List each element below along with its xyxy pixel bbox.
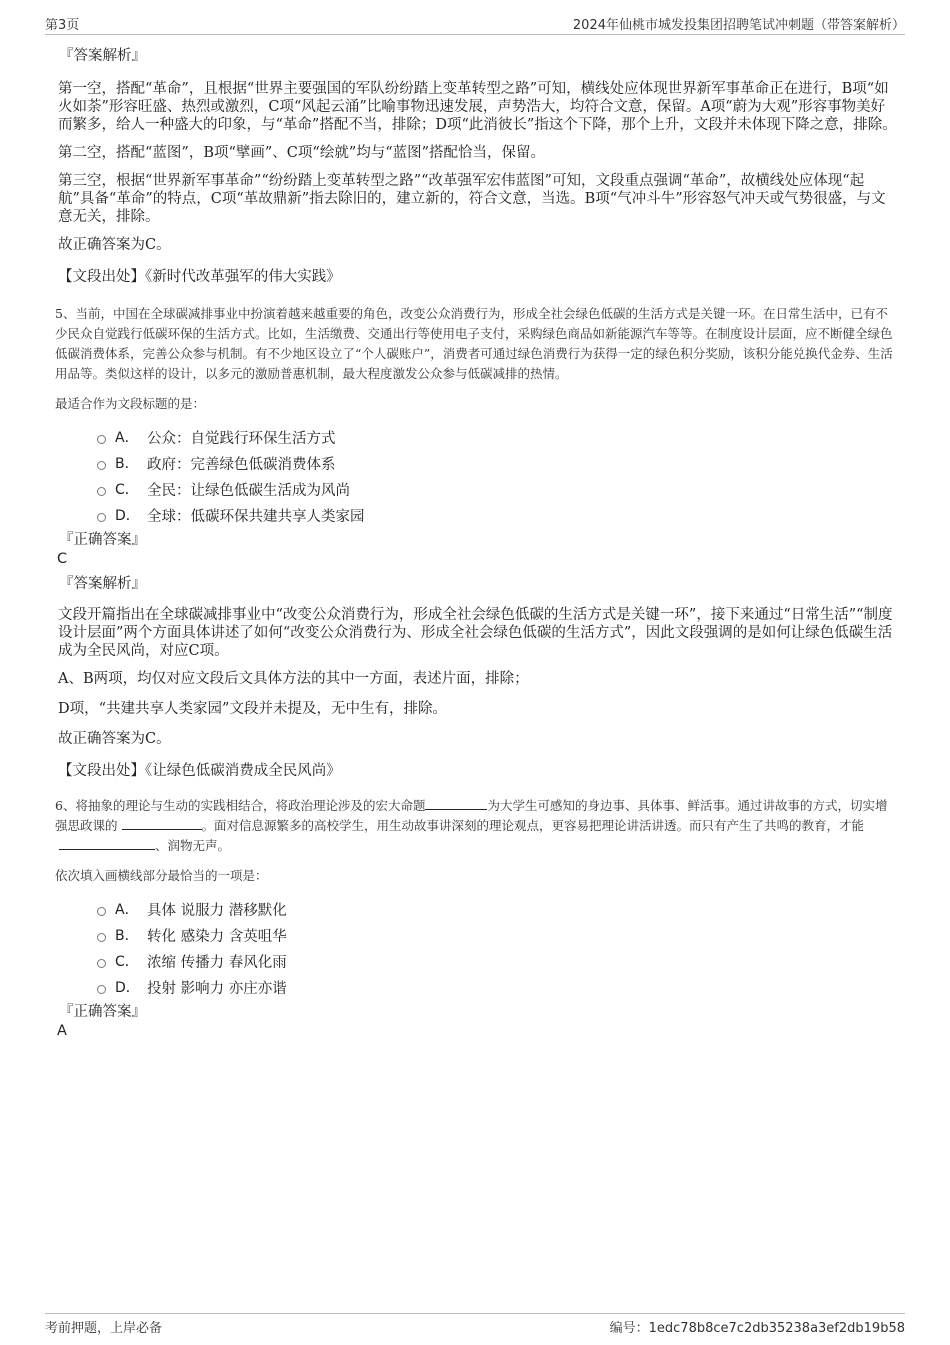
option-c[interactable]: C． 全民：让绿色低碳生活成为风尚 <box>97 476 897 502</box>
page-content <box>57 46 897 1040</box>
option-d[interactable]: D． 全球：低碳环保共建共享人类家园 <box>97 502 897 528</box>
radio-icon[interactable] <box>97 985 106 994</box>
option-b[interactable]: B． 政府：完善绿色低碳消费体系 <box>97 450 897 476</box>
footer-slogan: 考前押题，上岸必备 <box>45 1321 163 1336</box>
radio-icon[interactable] <box>97 959 106 968</box>
passage-source: 【文段出处】《新时代改革强军的伟大实践》 <box>58 269 341 285</box>
option-a[interactable]: A． 具体 说服力 潜移默化 <box>97 896 897 922</box>
question-stem: 5、当前，中国在全球碳减排事业中扮演着越来越重要的角色，改变公众消费行为，形成全社会绿色低碳的生活方式是关键一环。在日常生活中，已有不少民众自觉践行低碳环保的生活方式。比如，生活缴费、交通出行等使用电子支付，采购绿色商品如新能源汽车等等。在制度设计层面，应不断健全绿色低碳消费体系，完善公众参与机制。有不少地区设立了“个人碳账户”，消费者可通过绿色消费行为获得一定的绿色积分奖励，该积分能兑换代金券、生活用品等。类似这样的设计，以多元的激励普惠机制，最大程度激发公众参与低碳减排的热情。 <box>55 306 893 381</box>
fill-blank-3 <box>59 837 155 850</box>
radio-icon[interactable] <box>97 487 106 496</box>
analysis-conclusion: 故正确答案为C。 <box>58 731 171 747</box>
correct-answer: A <box>57 1023 67 1039</box>
radio-icon[interactable] <box>97 933 106 942</box>
analysis-label: 『答案解析』 <box>59 576 146 592</box>
fill-blank-2 <box>122 817 202 830</box>
document-code: 编号：1edc78b8ce7c2db35238a3ef2db19b58 <box>609 1321 905 1336</box>
correct-answer-label: 『正确答案』 <box>59 1004 146 1020</box>
correct-answer: C <box>57 551 68 567</box>
radio-icon[interactable] <box>97 461 106 470</box>
option-list <box>97 424 897 528</box>
question-prompt: 依次填入画横线部分最恰当的一项是： <box>55 868 268 883</box>
radio-icon[interactable] <box>97 907 106 916</box>
question-stem: 6、将抽象的理论与生动的实践相结合，将政治理论涉及的宏大命题 为大学生可感知的身边事、具体事、鲜活事。通过讲故事的方式，切实增强思政课的 。面对信息源繁多的高校学生，用生动故事讲深刻的理论观点，更容易把理论讲活讲透。而只有产生了共鸣的教育，才能、润物无声。 <box>55 798 888 853</box>
analysis-label: 『答案解析』 <box>59 48 146 64</box>
option-a[interactable]: A． 公众：自觉践行环保生活方式 <box>97 424 897 450</box>
analysis-paragraph: A、B两项，均仅对应文段后文具体方法的其中一方面，表述片面，排除； <box>58 671 529 687</box>
fill-blank-1 <box>425 797 487 810</box>
analysis-paragraph: D项，“共建共享人类家园”文段并未提及，无中生有，排除。 <box>58 701 447 717</box>
option-c[interactable]: C． 浓缩 传播力 春风化雨 <box>97 948 897 974</box>
analysis-paragraph: 第二空，搭配“蓝图”，B项“擘画”、C项“绘就”均与“蓝图”搭配恰当，保留。 <box>58 145 546 161</box>
question-prompt: 最适合作为文段标题的是： <box>55 396 206 411</box>
option-b[interactable]: B． 转化 感染力 含英咀华 <box>97 922 897 948</box>
analysis-conclusion: 故正确答案为C。 <box>58 237 171 253</box>
analysis-paragraph: 文段开篇指出在全球碳减排事业中“改变公众消费行为，形成全社会绿色低碳的生活方式是关键一环”，接下来通过“日常生活”“制度设计层面”两个方面具体讲述了如何“改变公众消费行为、形成全社会绿色低碳的生活方式”，因此文段强调的是如何让绿色低碳生活成为全民风尚，对应C项。 <box>58 607 893 659</box>
option-d[interactable]: D． 投射 影响力 亦庄亦谐 <box>97 974 897 1000</box>
radio-icon[interactable] <box>97 435 106 444</box>
correct-answer-label: 『正确答案』 <box>59 532 146 548</box>
passage-source: 【文段出处】《让绿色低碳消费成全民风尚》 <box>58 763 341 779</box>
analysis-paragraph: 第三空，根据“世界新军事革命”“纷纷踏上变革转型之路”“改革强军宏伟蓝图”可知，文段重点强调“革命”，故横线处应体现“起航”具备“革命”的特点，C项“革故鼎新”指去除旧的，建立新的，符合文意，当选。B项“气冲斗牛”形容怒气冲天或气势很盛，与文意无关，排除。 <box>58 173 886 225</box>
page-number: 第3页 <box>45 18 80 33</box>
document-title: 2024年仙桃市城发投集团招聘笔试冲刺题（带答案解析） <box>572 18 905 33</box>
option-list <box>97 896 897 1000</box>
radio-icon[interactable] <box>97 513 106 522</box>
page-header <box>45 14 905 35</box>
analysis-paragraph: 第一空，搭配“革命”，且根据“世界主要强国的军队纷纷踏上变革转型之路”可知，横线处应体现世界新军事革命正在进行，B项“如火如荼”形容旺盛、热烈或激烈，C项“风起云涌”比喻事物迅速发展，声势浩大，均符合文意，保留。A项“蔚为大观”形容事物美好而繁多，给人一种盛大的印象，与“革命”搭配不当，排除；D项“此消彼长”指这个下降，那个上升，文段并未体现下降之意，排除。 <box>58 81 897 133</box>
page-footer <box>45 1313 905 1336</box>
